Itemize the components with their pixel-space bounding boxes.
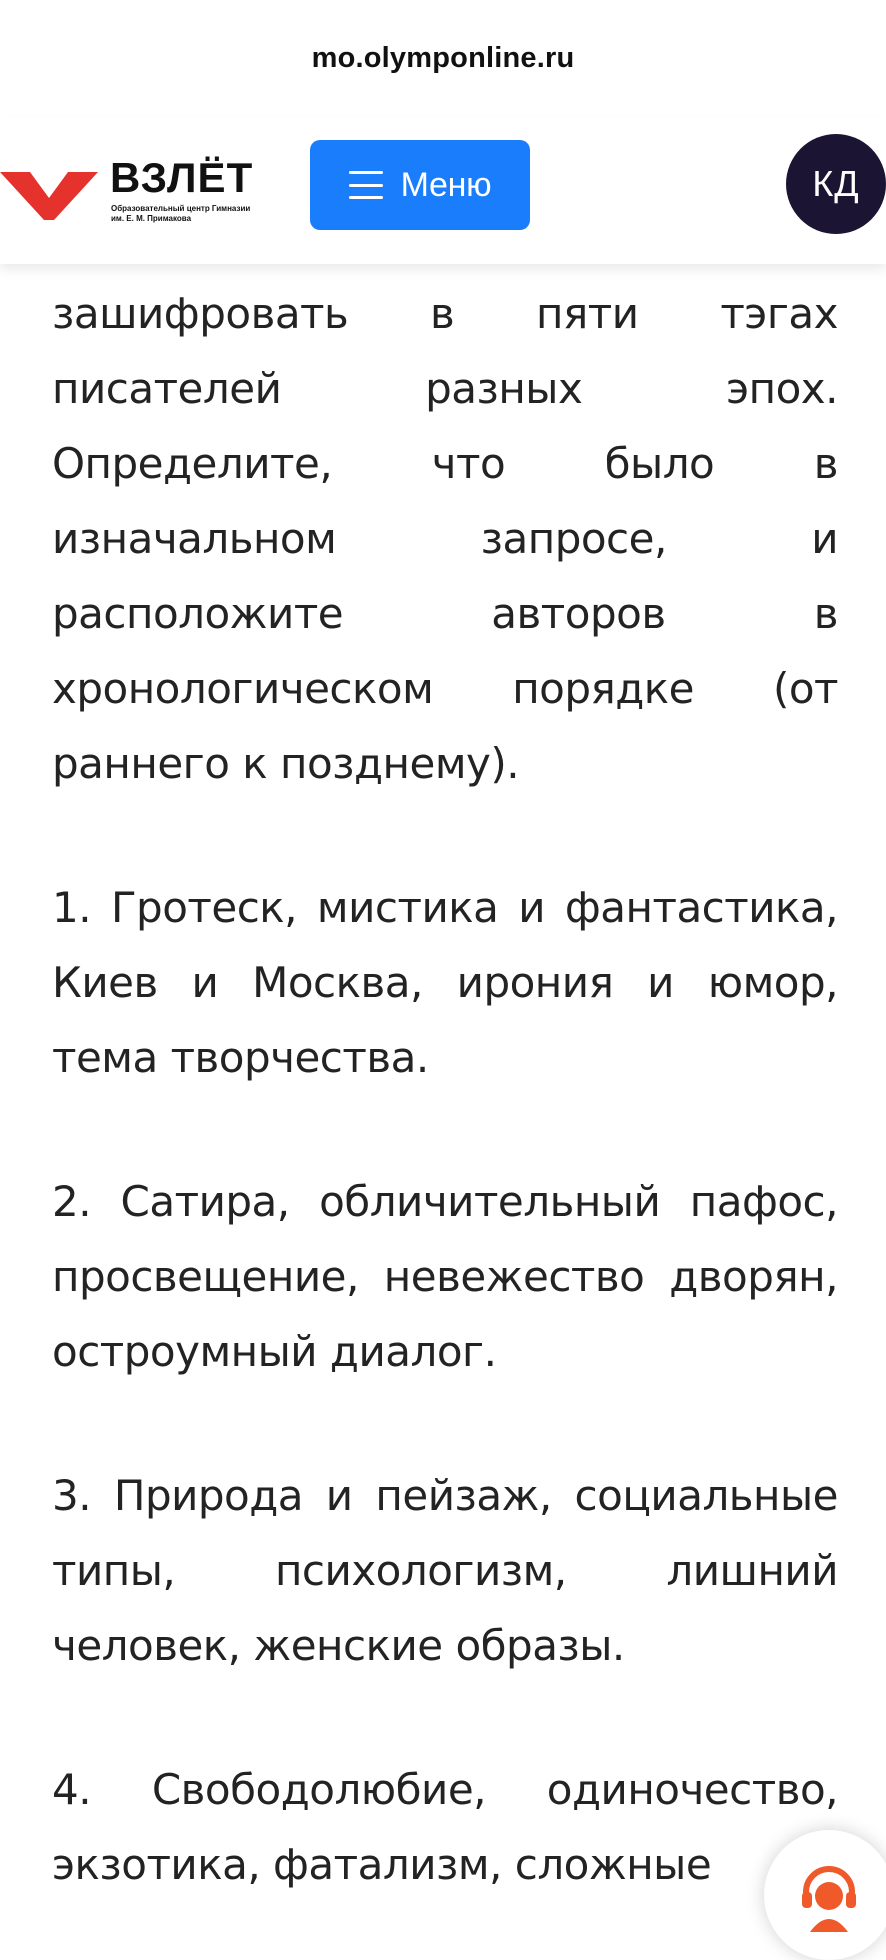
- task-text: [52, 276, 838, 1902]
- support-chat-button[interactable]: [764, 1830, 886, 1960]
- logo-title: ВЗЛЁТ: [110, 154, 254, 201]
- tag-item-3: 3. Природа и пейзаж, социальные типы, психологизм, лишний человек, женские образы.: [52, 1471, 838, 1670]
- logo-mark-icon: [0, 162, 98, 220]
- site-logo[interactable]: [0, 154, 260, 234]
- task-intro-paragraph: зашифровать в пяти тэгах писателей разных эпох. Определите, что было в изначальном запросе, и расположите авторов в хронологическом порядке (от раннего к позднему).: [52, 289, 838, 788]
- tag-item-1: 1. Гротеск, мистика и фантастика, Киев и Москва, ирония и юмор, тема творчества.: [52, 883, 838, 1082]
- logo-subtitle: Образовательный центр Гимназии им. Е. М. Примакова: [111, 204, 251, 223]
- url-text[interactable]: mo.olymponline.ru: [311, 41, 575, 74]
- tag-item-2: 2. Сатира, обличительный пафос, просвещение, невежество дворян, остроумный диалог.: [52, 1177, 838, 1376]
- menu-button[interactable]: [310, 140, 530, 230]
- browser-url-bar[interactable]: [0, 0, 886, 118]
- hamburger-icon: [349, 171, 383, 199]
- user-avatar[interactable]: КД: [786, 134, 886, 234]
- support-chat-icon: [792, 1858, 866, 1932]
- menu-button-label: Меню: [400, 165, 492, 204]
- site-header: [0, 118, 886, 264]
- tag-item-4: 4. Свободолюбие, одиночество, экзотика, фатализм, сложные: [52, 1765, 838, 1889]
